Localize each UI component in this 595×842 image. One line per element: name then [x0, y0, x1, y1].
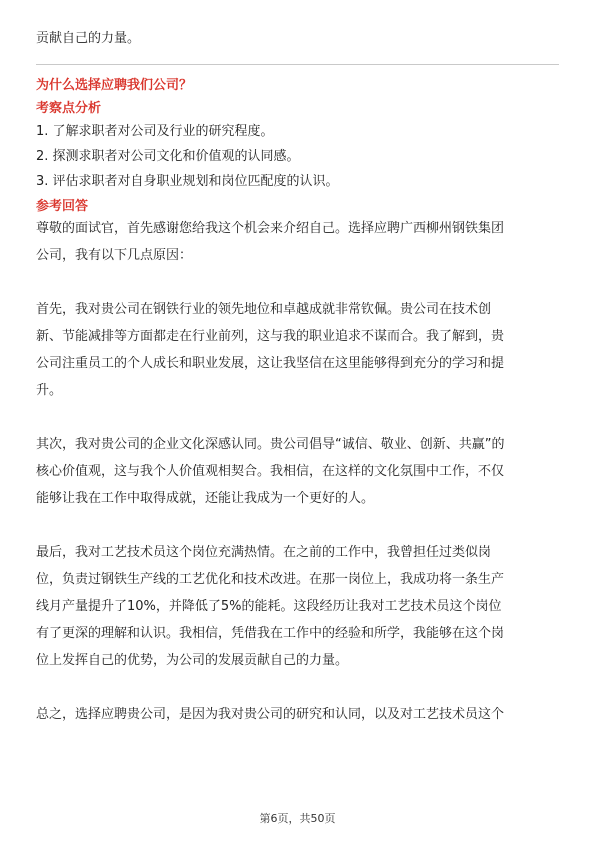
- section-divider: [36, 64, 559, 65]
- answer-paragraph: [36, 431, 559, 512]
- paragraph-gap: [36, 512, 559, 539]
- answer-paragraph: [36, 701, 559, 728]
- paragraph-line: 其次，我对贵公司的企业文化深感认同。贵公司倡导“诚信、敬业、创新、共赢”的: [36, 437, 505, 452]
- answer-paragraph: [36, 539, 559, 674]
- answer-paragraph: [36, 296, 559, 404]
- paragraph-line: 有了更深的理解和认识。我相信，凭借我在工作中的经验和所学，我能够在这个岗: [36, 626, 505, 641]
- answer-heading: 参考回答: [36, 199, 89, 214]
- paragraph-gap: [36, 674, 559, 701]
- paragraph-line: 能够让我在工作中取得成就，还能让我成为一个更好的人。: [36, 491, 375, 506]
- interview-question: 为什么选择应聘我们公司？: [36, 78, 193, 93]
- paragraph-gap: [36, 269, 559, 296]
- analysis-heading: 考察点分析: [36, 101, 102, 116]
- analysis-points: [36, 123, 559, 190]
- paragraph-line: 总之，选择应聘贵公司，是因为我对贵公司的研究和认同，以及对工艺技术员这个: [36, 707, 505, 722]
- page-number-footer: 第6页，共50页: [259, 812, 336, 825]
- paragraph-line: 公司注重员工的个人成长和职业发展，这让我坚信在这里能够得到充分的学习和提: [36, 356, 505, 371]
- analysis-point: 1. 了解求职者对公司及行业的研究程度。: [36, 124, 274, 139]
- paragraph-line: 线月产量提升了10%，并降低了5%的能耗。这段经历让我对工艺技术员这个岗位: [36, 599, 502, 614]
- paragraph-line: 核心价值观，这与我个人价值观相契合。我相信，在这样的文化氛围中工作，不仅: [36, 464, 505, 479]
- answer-paragraph: [36, 215, 559, 269]
- paragraph-line: 首先，我对贵公司在钢铁行业的领先地位和卓越成就非常钦佩。贵公司在技术创: [36, 302, 492, 317]
- paragraph-line: 新、节能减排等方面都走在行业前列，这与我的职业追求不谋而合。我了解到，贵: [36, 329, 505, 344]
- previous-answer-tail: 贡献自己的力量。: [36, 31, 141, 46]
- page-content: [36, 30, 559, 728]
- paragraph-line: 位上发挥自己的优势，为公司的发展贡献自己的力量。: [36, 653, 349, 668]
- paragraph-gap: [36, 404, 559, 431]
- paragraph-line: 升。: [36, 383, 63, 398]
- paragraph-line: 最后，我对工艺技术员这个岗位充满热情。在之前的工作中，我曾担任过类似岗: [36, 545, 492, 560]
- paragraph-line: 尊敬的面试官，首先感谢您给我这个机会来介绍自己。选择应聘广西柳州钢铁集团: [36, 221, 505, 236]
- analysis-point: 3. 评估求职者对自身职业规划和岗位匹配度的认识。: [36, 174, 339, 189]
- paragraph-line: 公司，我有以下几点原因：: [36, 248, 193, 263]
- analysis-point: 2. 探测求职者对公司文化和价值观的认同感。: [36, 149, 300, 164]
- paragraph-line: 位，负责过钢铁生产线的工艺优化和技术改进。在那一岗位上，我成功将一条生产: [36, 572, 505, 587]
